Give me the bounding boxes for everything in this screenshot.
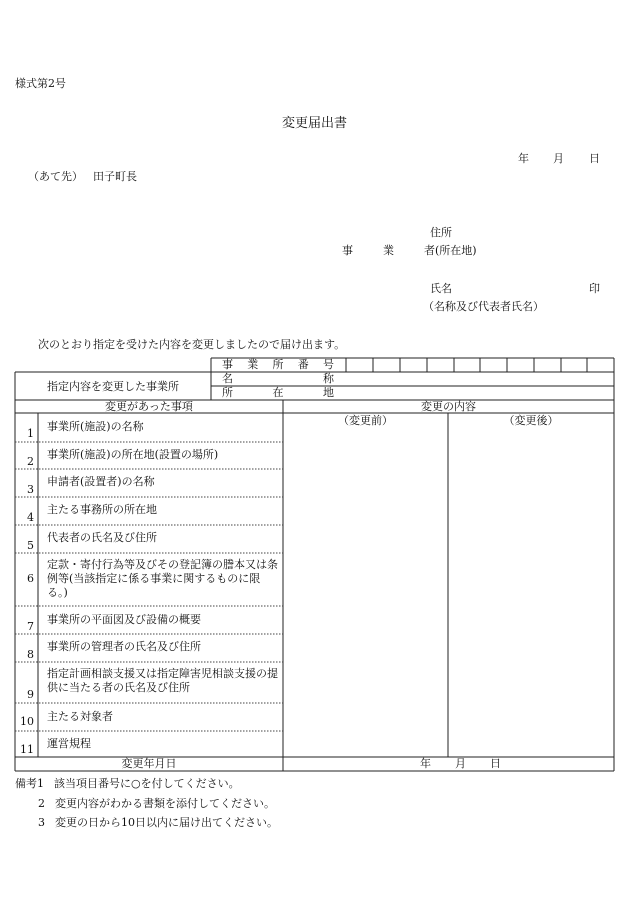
address-label: 住所 xyxy=(430,226,452,239)
office-row-char: 所 xyxy=(222,386,233,399)
office-address-input[interactable] xyxy=(346,386,614,400)
note-prefix: 2 xyxy=(38,797,45,810)
before-content-area[interactable] xyxy=(284,429,447,756)
name-paren: （名称及び代表者氏名） xyxy=(423,300,544,313)
after-content-area[interactable] xyxy=(449,429,613,756)
change-item-text: 事業所の管理者の氏名及び住所 xyxy=(47,640,201,653)
change-item-text: 申請者(設置者)の名称 xyxy=(47,475,155,488)
intro-text: 次のとおり指定を受けた内容を変更しましたので届け出ます。 xyxy=(38,338,346,351)
change-item-text: 定款・寄付行為等及びその登記簿の謄本又は条例等(当該指定に係る事業に関するものに限る。) xyxy=(47,558,278,599)
after-header: （変更後） xyxy=(503,414,559,427)
office-row-name xyxy=(222,372,334,386)
change-item xyxy=(15,703,283,731)
change-item xyxy=(15,413,283,442)
jigyosha-char: 業 xyxy=(383,244,394,257)
change-item-number: 3 xyxy=(27,483,34,496)
date-day-label: 日 xyxy=(589,152,600,165)
change-item-text: 運営規程 xyxy=(47,737,91,750)
change-item-number: 2 xyxy=(27,455,34,468)
change-date-label: 変更年月日 xyxy=(121,757,177,770)
change-item xyxy=(15,731,283,757)
office-header-label: 指定内容を変更した事業所 xyxy=(47,380,179,393)
date-year-label: 年 xyxy=(518,152,529,165)
change-item-number: 8 xyxy=(27,648,34,661)
change-item xyxy=(15,442,283,469)
seal-mark: 印 xyxy=(589,282,600,295)
change-date-day: 日 xyxy=(490,757,501,770)
note-text: 該当項目番号に○を付してください。 xyxy=(54,777,240,790)
change-item xyxy=(15,606,283,634)
change-item-text: 代表者の氏名及び住所 xyxy=(47,531,157,544)
change-item-number: 5 xyxy=(27,539,34,552)
office-row-char: 在 xyxy=(272,386,284,399)
change-item xyxy=(15,553,283,606)
change-item-text: 主たる対象者 xyxy=(47,710,113,723)
change-item xyxy=(15,497,283,525)
note-prefix: 備考1 xyxy=(15,777,44,790)
document-title: 変更届出書 xyxy=(282,116,348,131)
change-item xyxy=(15,662,283,703)
note-line xyxy=(15,775,240,791)
changes-left-header: 変更があった事項 xyxy=(105,400,193,413)
office-number-input[interactable] xyxy=(346,358,614,372)
note-text: 変更の日から10日以内に届け出てください。 xyxy=(55,816,278,829)
change-item-number: 11 xyxy=(20,743,34,756)
office-row-char: 事 xyxy=(222,358,233,371)
change-date-month: 月 xyxy=(455,757,466,770)
name-label: 氏名 xyxy=(430,282,452,295)
office-row-char: 番 xyxy=(297,358,309,371)
office-row-number xyxy=(222,358,334,372)
change-item-text: 事業所の平面図及び設備の概要 xyxy=(47,613,201,626)
before-header: （変更前） xyxy=(338,414,393,427)
jigyosha-char: 者 xyxy=(424,244,435,257)
note-text: 変更内容がわかる書類を添付してください。 xyxy=(55,797,275,810)
office-row-char: 称 xyxy=(323,372,334,385)
addressee-prefix: （あて先） xyxy=(28,170,83,183)
change-item xyxy=(15,469,283,497)
office-row-char: 業 xyxy=(247,358,259,371)
change-item-number: 9 xyxy=(27,688,34,701)
change-item-text: 事業所(施設)の名称 xyxy=(47,420,144,433)
jigyosha-char: 事 xyxy=(342,244,353,257)
office-row-char: 号 xyxy=(323,358,334,371)
office-name-input[interactable] xyxy=(346,372,614,386)
change-item xyxy=(15,525,283,553)
change-item-number: 1 xyxy=(27,427,34,440)
addressee-name: 田子町長 xyxy=(93,170,137,183)
date-month-label: 月 xyxy=(553,152,564,165)
note-line xyxy=(38,795,275,811)
change-date-year: 年 xyxy=(420,757,431,770)
change-item-number: 6 xyxy=(27,572,34,585)
office-row-char: 地 xyxy=(323,386,334,399)
change-item-number: 4 xyxy=(27,511,34,524)
form-number: 様式第2号 xyxy=(15,77,66,90)
change-item-text: 指定計画相談支援又は指定障害児相談支援の提供に当たる者の氏名及び住所 xyxy=(47,667,278,694)
office-row-char: 所 xyxy=(272,358,284,371)
change-item-number: 10 xyxy=(20,715,34,728)
change-item-number: 7 xyxy=(27,620,34,633)
changes-right-header: 変更の内容 xyxy=(421,400,476,413)
change-item-text: 主たる事務所の所在地 xyxy=(47,503,157,516)
change-item-text: 事業所(施設)の所在地(設置の場所) xyxy=(47,448,219,461)
office-row-address xyxy=(222,386,334,400)
address-paren: (所在地) xyxy=(435,244,477,257)
note-prefix: 3 xyxy=(38,816,45,829)
note-line xyxy=(38,814,278,830)
change-item xyxy=(15,634,283,662)
office-row-char: 名 xyxy=(222,372,233,385)
